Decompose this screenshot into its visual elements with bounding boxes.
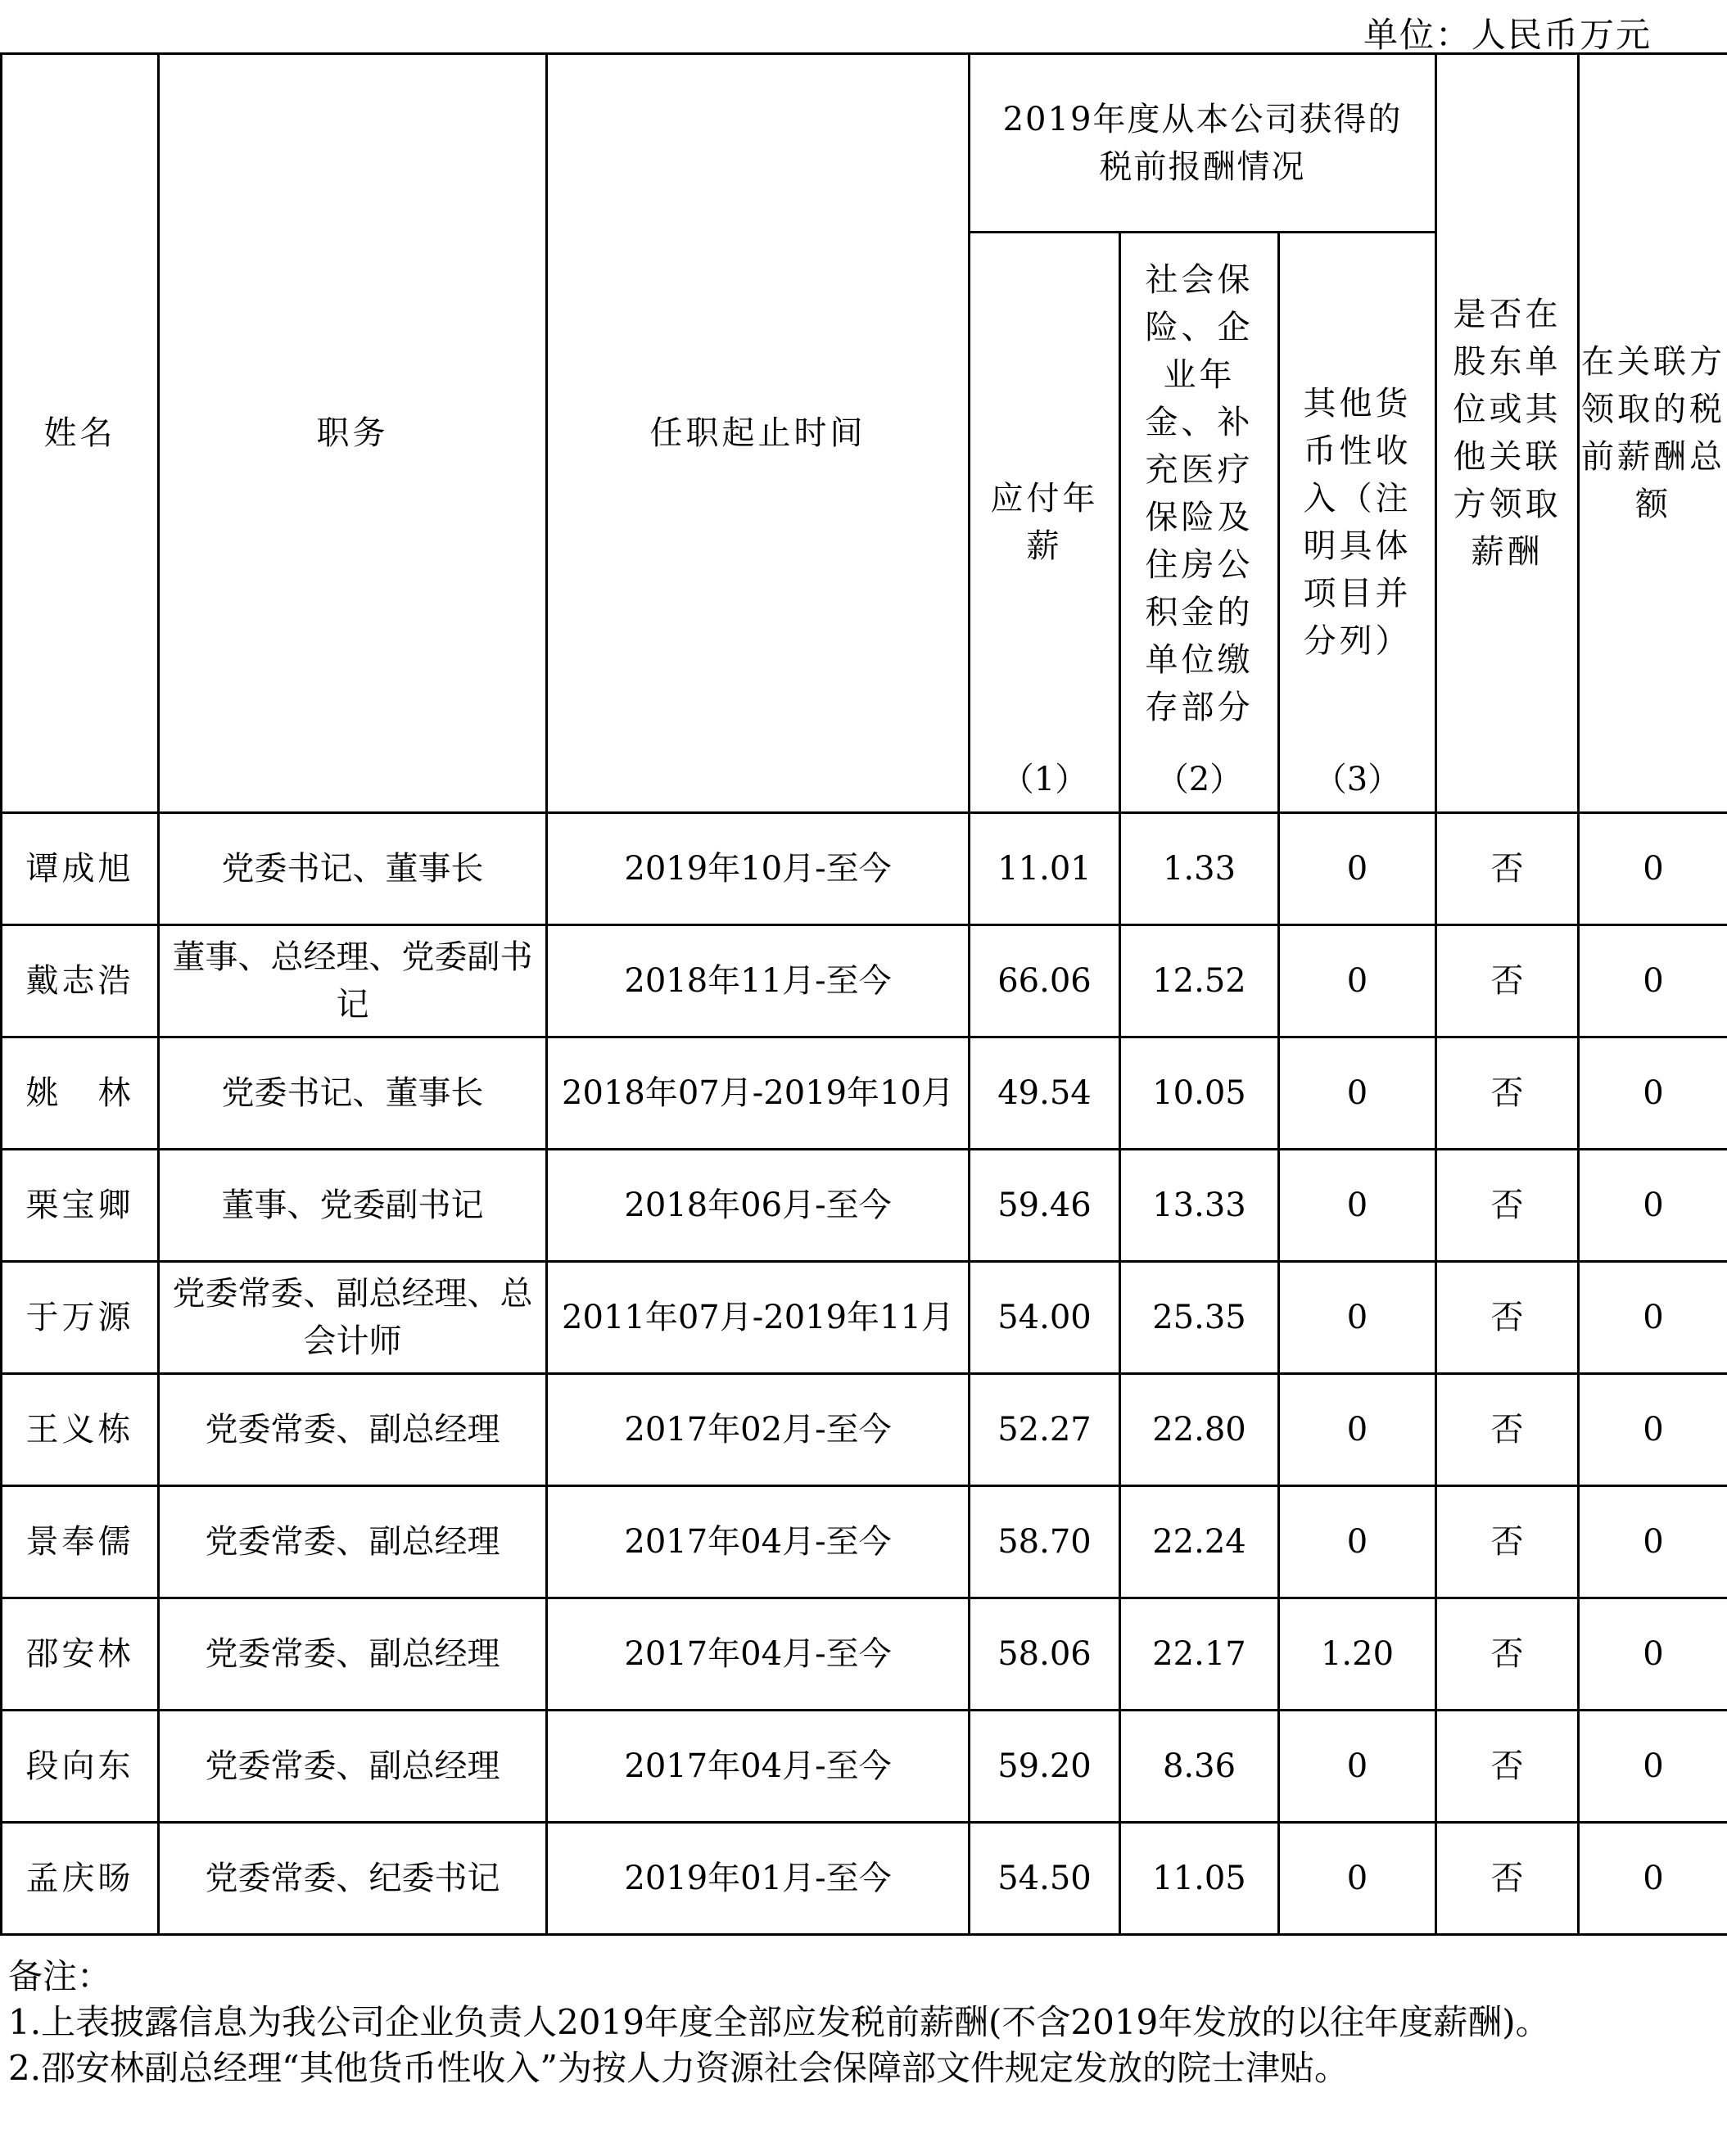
cell-tenure: 2011年07月-2019年11月	[547, 1262, 970, 1374]
cell-shareholder-pay: 否	[1436, 1150, 1579, 1262]
cell-name: 于万源	[2, 1262, 159, 1374]
cell-annual-salary: 49.54	[970, 1037, 1120, 1150]
header-pretax-compensation-group	[970, 54, 1436, 233]
table-row	[2, 1374, 1727, 1486]
cell-name: 谭成旭	[2, 813, 159, 925]
cell-tenure: 2017年04月-至今	[547, 1486, 970, 1598]
cell-other-income: 0	[1279, 813, 1436, 925]
note-item: 1.上表披露信息为我公司企业负责人2019年度全部应发税前薪酬(不含2019年发放的以往年度薪酬)。	[8, 2002, 1550, 2042]
header-group-text: 2019年度从本公司获得的税前报酬情况	[1002, 100, 1403, 186]
cell-other-income: 0	[1279, 1823, 1436, 1935]
header-annual-salary-label: 应付年薪	[990, 480, 1099, 565]
cell-annual-salary: 11.01	[970, 813, 1120, 925]
cell-related-party-total: 0	[1579, 925, 1727, 1037]
cell-other-income: 0	[1279, 1262, 1436, 1374]
cell-name: 孟庆旸	[2, 1823, 159, 1935]
cell-shareholder-pay: 否	[1436, 1711, 1579, 1823]
cell-tenure: 2017年02月-至今	[547, 1374, 970, 1486]
header-social-insurance-label: 社会保险、企业年金、补充医疗保险及住房公积金的单位缴存部分	[1145, 261, 1254, 726]
cell-shareholder-pay: 否	[1436, 1037, 1579, 1150]
header-other-income-label: 其他货币性收入（注明具体项目并分列）	[1303, 385, 1412, 660]
cell-other-income: 0	[1279, 1150, 1436, 1262]
cell-name: 景奉儒	[2, 1486, 159, 1598]
table-row	[2, 1150, 1727, 1262]
cell-position: 党委常委、副总经理	[159, 1374, 547, 1486]
salary-table	[0, 52, 1727, 1936]
table-row	[2, 925, 1727, 1037]
unit-label: 单位：人民币万元	[1363, 15, 1652, 55]
table-row	[2, 1711, 1727, 1823]
table-body	[2, 813, 1727, 1935]
cell-tenure: 2018年11月-至今	[547, 925, 970, 1037]
cell-position: 董事、总经理、党委副书记	[159, 925, 547, 1037]
cell-other-income: 1.20	[1279, 1598, 1436, 1711]
table-row	[2, 813, 1727, 925]
cell-tenure: 2019年10月-至今	[547, 813, 970, 925]
cell-social-insurance: 22.80	[1120, 1374, 1279, 1486]
cell-related-party-total: 0	[1579, 1037, 1727, 1150]
cell-position: 党委常委、副总经理	[159, 1598, 547, 1711]
cell-other-income: 0	[1279, 925, 1436, 1037]
cell-position: 董事、党委副书记	[159, 1150, 547, 1262]
cell-position: 党委书记、董事长	[159, 1037, 547, 1150]
table-row	[2, 1037, 1727, 1150]
header-name: 姓名	[2, 54, 159, 813]
cell-position: 党委常委、副总经理	[159, 1711, 547, 1823]
cell-annual-salary: 54.50	[970, 1823, 1120, 1935]
cell-related-party-total: 0	[1579, 1711, 1727, 1823]
cell-social-insurance: 1.33	[1120, 813, 1279, 925]
table-row	[2, 1486, 1727, 1598]
cell-shareholder-pay: 否	[1436, 1598, 1579, 1711]
cell-tenure: 2017年04月-至今	[547, 1711, 970, 1823]
cell-social-insurance: 22.17	[1120, 1598, 1279, 1711]
header-tenure: 任职起止时间	[547, 54, 970, 813]
cell-other-income: 0	[1279, 1486, 1436, 1598]
cell-position: 党委常委、纪委书记	[159, 1823, 547, 1935]
cell-social-insurance: 8.36	[1120, 1711, 1279, 1823]
table-header	[2, 54, 1727, 813]
cell-related-party-total: 0	[1579, 1374, 1727, 1486]
table-row	[2, 1598, 1727, 1711]
cell-annual-salary: 58.70	[970, 1486, 1120, 1598]
cell-annual-salary: 54.00	[970, 1262, 1120, 1374]
cell-social-insurance: 22.24	[1120, 1486, 1279, 1598]
cell-tenure: 2019年01月-至今	[547, 1823, 970, 1935]
cell-other-income: 0	[1279, 1374, 1436, 1486]
cell-position: 党委书记、董事长	[159, 813, 547, 925]
header-related-party-total: 在关联方领取的税前薪酬总额	[1579, 54, 1727, 813]
cell-shareholder-pay: 否	[1436, 1262, 1579, 1374]
cell-shareholder-pay: 否	[1436, 925, 1579, 1037]
cell-position: 党委常委、副总经理	[159, 1486, 547, 1598]
cell-annual-salary: 58.06	[970, 1598, 1120, 1711]
cell-tenure: 2018年07月-2019年10月	[547, 1037, 970, 1150]
cell-shareholder-pay: 否	[1436, 1486, 1579, 1598]
cell-related-party-total: 0	[1579, 813, 1727, 925]
cell-related-party-total: 0	[1579, 1150, 1727, 1262]
cell-annual-salary: 59.20	[970, 1711, 1120, 1823]
cell-social-insurance: 11.05	[1120, 1823, 1279, 1935]
cell-shareholder-pay: 否	[1436, 1823, 1579, 1935]
cell-name: 栗宝卿	[2, 1150, 159, 1262]
cell-other-income: 0	[1279, 1711, 1436, 1823]
header-annual-salary-number: （1）	[1001, 761, 1088, 798]
header-position: 职务	[159, 54, 547, 813]
cell-name: 段向东	[2, 1711, 159, 1823]
cell-name: 邵安林	[2, 1598, 159, 1711]
cell-name: 戴志浩	[2, 925, 159, 1037]
header-annual-salary	[970, 233, 1120, 813]
notes-title: 备注：	[8, 1956, 112, 1996]
header-other-income-number: （3）	[1313, 761, 1401, 798]
header-shareholder-pay: 是否在股东单位或其他关联方领取薪酬	[1436, 54, 1579, 813]
cell-social-insurance: 10.05	[1120, 1037, 1279, 1150]
cell-related-party-total: 0	[1579, 1262, 1727, 1374]
cell-annual-salary: 59.46	[970, 1150, 1120, 1262]
notes-section	[8, 1954, 1721, 2091]
cell-other-income: 0	[1279, 1037, 1436, 1150]
cell-name: 王义栋	[2, 1374, 159, 1486]
cell-social-insurance: 13.33	[1120, 1150, 1279, 1262]
cell-position: 党委常委、副总经理、总会计师	[159, 1262, 547, 1374]
cell-annual-salary: 66.06	[970, 925, 1120, 1037]
cell-name: 姚 林	[2, 1037, 159, 1150]
cell-social-insurance: 25.35	[1120, 1262, 1279, 1374]
cell-related-party-total: 0	[1579, 1823, 1727, 1935]
cell-social-insurance: 12.52	[1120, 925, 1279, 1037]
cell-related-party-total: 0	[1579, 1598, 1727, 1711]
note-item: 2.邵安林副总经理“其他货币性收入”为按人力资源社会保障部文件规定发放的院士津贴。	[8, 2048, 1350, 2088]
cell-tenure: 2017年04月-至今	[547, 1598, 970, 1711]
header-social-insurance	[1120, 233, 1279, 813]
cell-annual-salary: 52.27	[970, 1374, 1120, 1486]
cell-related-party-total: 0	[1579, 1486, 1727, 1598]
cell-tenure: 2018年06月-至今	[547, 1150, 970, 1262]
cell-shareholder-pay: 否	[1436, 1374, 1579, 1486]
table-row	[2, 1823, 1727, 1935]
cell-shareholder-pay: 否	[1436, 813, 1579, 925]
header-social-insurance-number: （2）	[1155, 761, 1243, 798]
table-row	[2, 1262, 1727, 1374]
header-other-income	[1279, 233, 1436, 813]
